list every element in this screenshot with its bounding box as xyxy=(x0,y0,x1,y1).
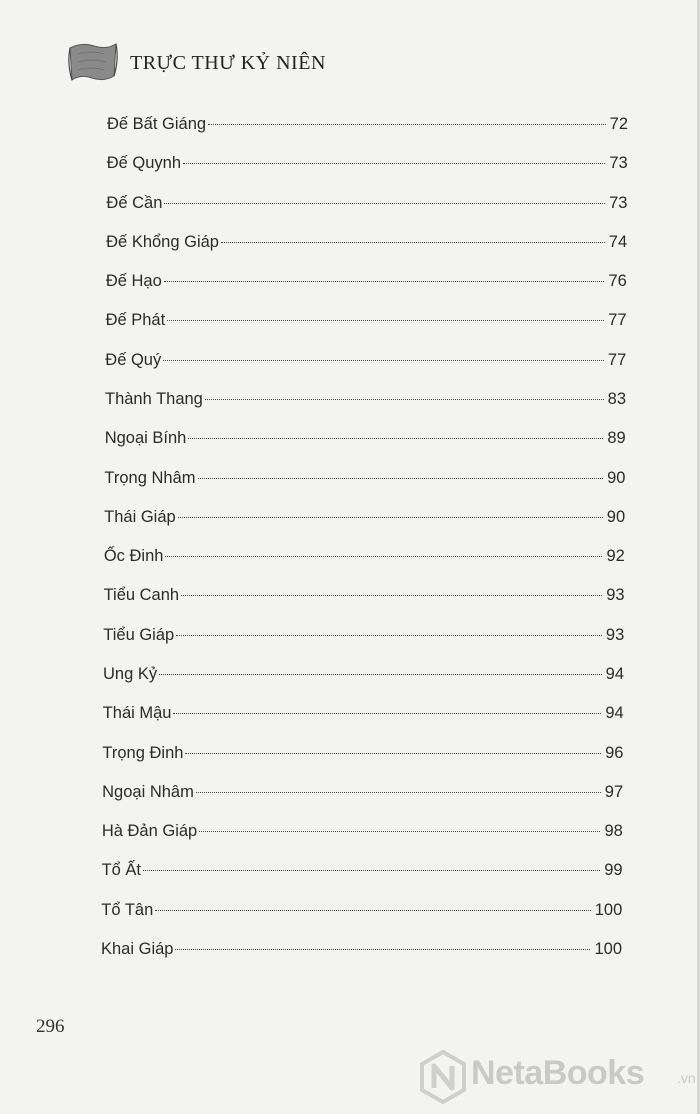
toc-entry-page: 77 xyxy=(607,350,627,369)
toc-entry xyxy=(102,783,623,807)
toc-entry-page: 83 xyxy=(607,390,626,408)
toc-entry-page: 94 xyxy=(605,704,624,723)
toc-entry-title: Trọng Đinh xyxy=(102,743,184,762)
toc-entry-title: Đế Bất Giáng xyxy=(107,115,207,133)
toc-entry-page: 96 xyxy=(605,743,624,762)
toc-entry xyxy=(106,194,627,218)
toc-entry-page: 93 xyxy=(605,625,625,644)
toc-entry-title: Thái Mậu xyxy=(102,704,172,723)
dot-leader xyxy=(167,320,604,321)
dot-leader xyxy=(185,753,601,754)
toc-entry-page: 77 xyxy=(608,311,627,330)
dot-leader xyxy=(205,399,604,400)
toc-entry-page: 73 xyxy=(609,154,628,173)
toc-entry-title: Thái Giáp xyxy=(104,507,176,526)
toc-entry xyxy=(103,665,624,689)
toc-entry-page: 90 xyxy=(607,468,626,487)
dot-leader xyxy=(176,635,602,636)
dot-leader xyxy=(143,870,600,871)
toc-entry xyxy=(103,626,624,650)
dot-leader xyxy=(164,203,605,204)
toc-entry-title: Khai Giáp xyxy=(101,940,174,958)
dot-leader xyxy=(155,910,590,911)
dot-leader xyxy=(208,124,606,125)
toc-entry xyxy=(104,547,625,571)
netabooks-logo-icon xyxy=(419,1050,467,1104)
toc-entry-page: 76 xyxy=(608,272,627,291)
toc-entry-title: Đế Quý xyxy=(105,350,162,369)
toc-entry-title: Đế Cần xyxy=(106,193,163,212)
dot-leader xyxy=(183,163,605,164)
running-header xyxy=(64,30,464,90)
dot-leader xyxy=(188,438,603,439)
toc-entry xyxy=(102,744,623,768)
toc-entry xyxy=(104,469,625,493)
toc-entry xyxy=(105,351,626,375)
dot-leader xyxy=(173,713,601,714)
toc-entry xyxy=(103,704,624,728)
dot-leader xyxy=(196,792,601,793)
toc-entry xyxy=(104,508,625,532)
toc-entry-title: Ngoại Bính xyxy=(104,429,187,448)
dot-leader xyxy=(198,478,604,479)
page-number: 296 xyxy=(36,1016,65,1037)
toc-entry-page: 94 xyxy=(605,665,624,683)
dot-leader xyxy=(159,674,602,675)
toc-entry-page: 92 xyxy=(606,547,625,566)
toc-entry-page: 97 xyxy=(604,782,624,801)
toc-entry-title: Ốc Đinh xyxy=(103,547,164,566)
toc-entry xyxy=(101,901,622,925)
toc-entry-page: 90 xyxy=(606,507,626,526)
toc-entry xyxy=(107,154,628,178)
dot-leader xyxy=(175,949,590,950)
toc-entry-title: Thành Thang xyxy=(105,390,203,408)
toc-entry-title: Đế Hạo xyxy=(105,272,162,291)
toc-entry xyxy=(107,115,628,139)
toc-entry xyxy=(106,311,627,335)
toc-entry-title: Ngoại Nhâm xyxy=(102,782,194,801)
toc-entry-page: 89 xyxy=(607,429,626,448)
toc-entry-title: Trọng Nhâm xyxy=(104,468,196,487)
dot-leader xyxy=(164,281,605,282)
toc-entry-page: 93 xyxy=(606,586,625,605)
watermark xyxy=(419,1048,699,1108)
toc-entry-title: Ung Kỷ xyxy=(103,665,158,683)
dot-leader xyxy=(199,831,600,832)
dot-leader xyxy=(178,517,603,518)
watermark-brand: NetaBooks xyxy=(471,1054,645,1092)
toc-entry-page: 72 xyxy=(609,115,628,133)
toc-entry xyxy=(102,822,623,846)
toc-entry xyxy=(106,272,627,296)
book-title: TRỰC THƯ KỶ NIÊN xyxy=(130,52,326,74)
toc-entry-page: 98 xyxy=(604,822,623,841)
toc-entry-title: Đế Phát xyxy=(105,311,166,330)
toc-entry xyxy=(104,586,625,610)
toc-entry-title: Hà Đản Giáp xyxy=(101,822,198,841)
dot-leader xyxy=(163,360,604,361)
toc-entry-page: 100 xyxy=(594,940,622,958)
toc-entry xyxy=(105,429,626,453)
watermark-suffix: .vn xyxy=(677,1070,696,1086)
dot-leader xyxy=(181,595,602,596)
dot-leader xyxy=(221,242,605,243)
toc-entry-page: 100 xyxy=(594,900,623,919)
toc-entry-title: Tiểu Canh xyxy=(103,586,180,605)
scroll-banner-icon xyxy=(64,38,120,88)
toc-entry-title: Tổ Ất xyxy=(101,861,141,880)
toc-entry xyxy=(106,233,627,257)
toc-entry xyxy=(102,861,623,885)
toc-entry-title: Tiểu Giáp xyxy=(103,625,175,644)
toc-entry-title: Đế Khổng Giáp xyxy=(106,232,219,251)
toc-entry-page: 74 xyxy=(608,232,628,251)
toc-entry-page: 73 xyxy=(609,193,628,212)
dot-leader xyxy=(165,556,602,557)
toc-entry-page: 99 xyxy=(604,861,623,880)
toc-entry-title: Tổ Tân xyxy=(101,900,154,919)
toc-entry xyxy=(105,390,626,414)
toc-entry-title: Đế Quynh xyxy=(106,154,181,173)
toc-entry xyxy=(101,940,622,964)
